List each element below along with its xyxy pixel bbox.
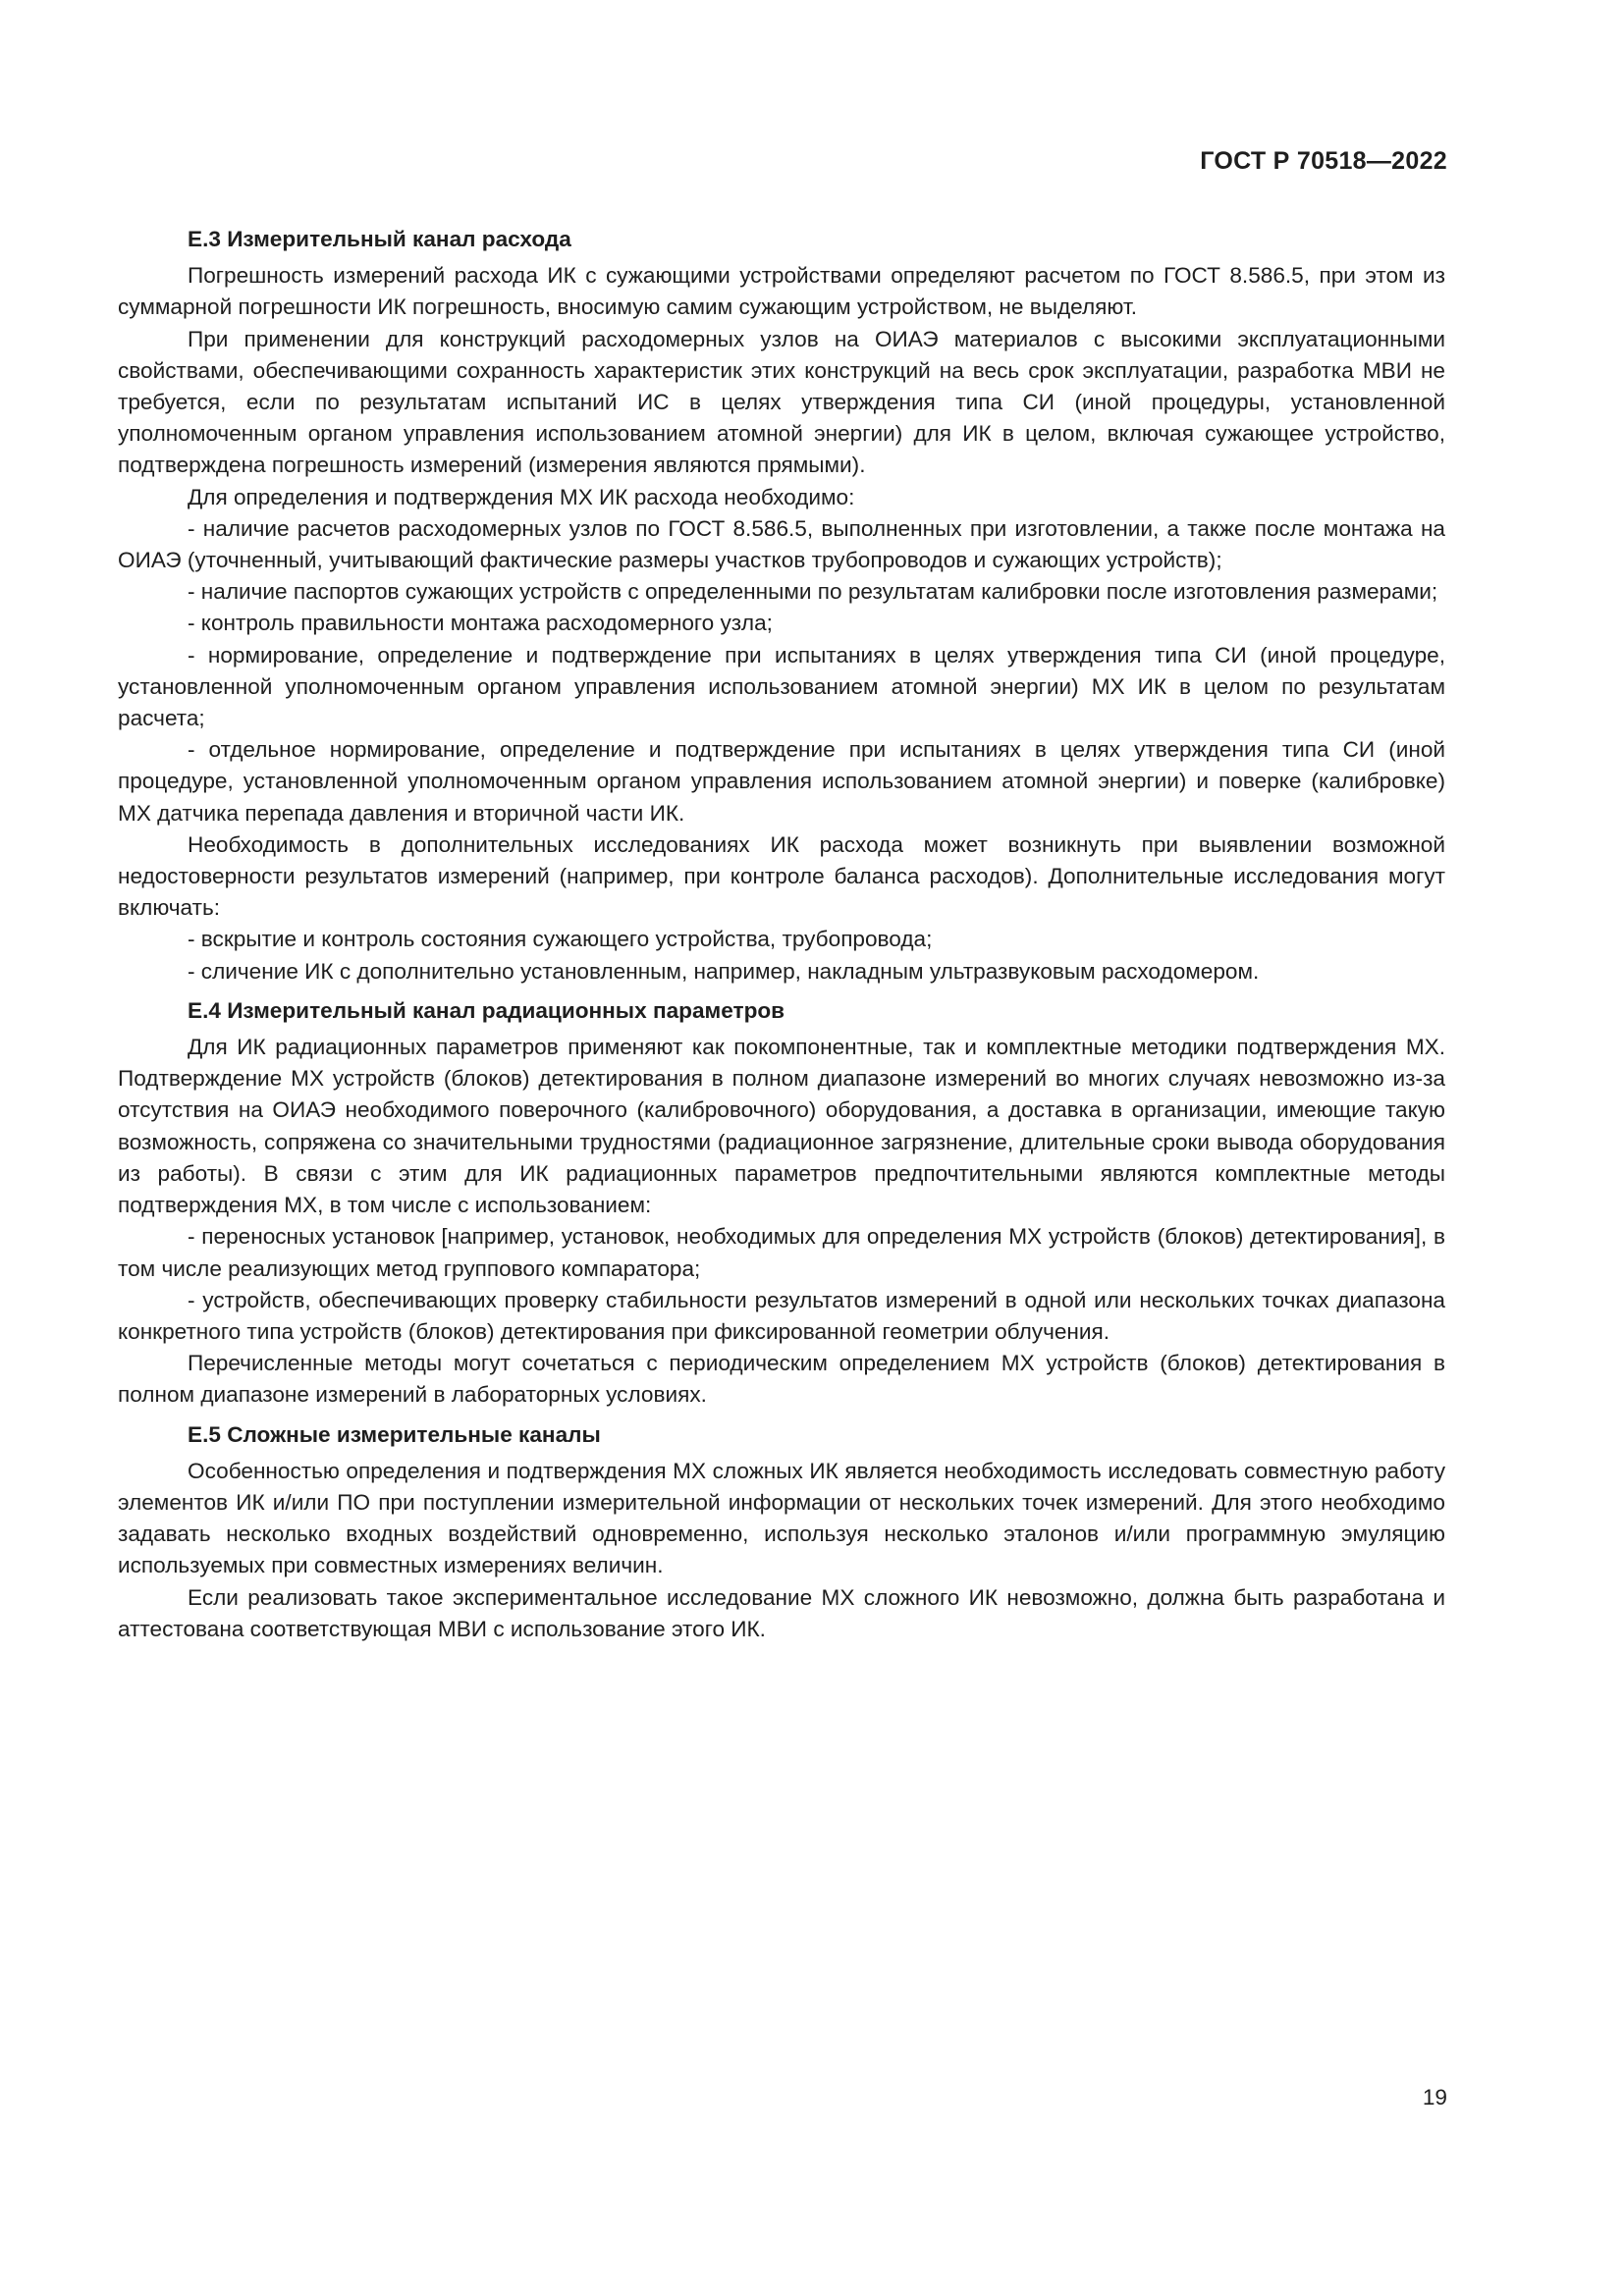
list-item: - устройств, обеспечивающих проверку стабильности результатов измерений в одной или нескольких точках диапазона конкретного типа устройств (блоков) детектирования при фиксированной геометрии облучения. [118, 1287, 1445, 1344]
paragraph: Для определения и подтверждения МХ ИК расхода необходимо: [188, 484, 855, 509]
list-item: - вскрытие и контроль состояния сужающего устройства, трубопровода; [188, 927, 933, 952]
paragraph: При применении для конструкций расходомерных узлов на ОИАЭ материалов с высокими эксплуатационными свойствами, обеспечивающими сохранность характеристик этих конструкций на весь срок эксплуатации, разработка МВИ не требуется, если по результатам испытаний ИС в целях утверждения типа СИ (иной процедуры, установленной уполномоченным органом управления использованием атомной энергии) для ИК в целом, включая сужающее устройство, подтверждена погрешность измерений (измерения являются прямыми). [118, 326, 1445, 478]
list-item: - наличие расчетов расходомерных узлов по ГОСТ 8.586.5, выполненных при изготовлении, а также после монтажа на ОИАЭ (уточненный, учитывающий фактические размеры участков трубопроводов и сужающих устройств); [118, 515, 1445, 573]
paragraph: Перечисленные методы могут сочетаться с периодическим определением МХ устройств (блоков) детектирования в полном диапазоне измерений в лабораторных условиях. [118, 1351, 1445, 1408]
list-item: - наличие паспортов сужающих устройств с определенными по результатам калибровки после изготовления размерами; [188, 579, 1438, 605]
paragraph: Если реализовать такое экспериментальное исследование МХ сложного ИК невозможно, должна быть разработана и аттестована соответствующая МВИ с использование этого ИК. [118, 1584, 1445, 1641]
paragraph: Для ИК радиационных параметров применяют как покомпонентные, так и комплектные методики подтверждения МХ. Подтверждение МХ устройств (блоков) детектирования в полном диапазоне измерений во многих случаях невозможно из-за отсутствия на ОИАЭ необходимого поверочного (калибровочного) оборудования, а доставка в организации, имеющие такую возможность, сопряжена со значительными трудностями (радиационное загрязнение, длительные сроки вывода оборудования из работы). В связи с этим для ИК радиационных параметров предпочтительными являются комплектные методы подтверждения МХ, в том числе с использованием: [118, 1035, 1445, 1218]
document-header: ГОСТ Р 70518—2022 [1200, 147, 1447, 175]
document-body [118, 224, 1445, 1645]
section-heading-e4: Е.4 Измерительный канал радиационных параметров [188, 997, 785, 1023]
section-heading-e3: Е.3 Измерительный канал расхода [188, 227, 571, 251]
list-item: - отдельное нормирование, определение и подтверждение при испытаниях в целях утверждения типа СИ (иной процедуре, установленной уполномоченным органом управления использованием атомной энергии) и поверке (калибровке) МХ датчика перепада давления и вторичной части ИК. [118, 737, 1445, 826]
list-item: - нормирование, определение и подтверждение при испытаниях в целях утверждения типа СИ (иной процедуре, установленной уполномоченным органом управления использованием атомной энергии) МХ ИК в целом по результатам расчета; [118, 642, 1445, 731]
paragraph: Необходимость в дополнительных исследованиях ИК расхода может возникнуть при выявлении возможной недостоверности результатов измерений (например, при контроле баланса расходов). Дополнительные исследования могут включать: [118, 831, 1445, 921]
section-heading-e5: Е.5 Сложные измерительные каналы [188, 1421, 601, 1447]
paragraph: Особенностью определения и подтверждения МХ сложных ИК является необходимость исследовать совместную работу элементов ИК и/или ПО при поступлении измерительной информации от нескольких точек измерений. Для этого необходимо задавать несколько входных воздействий одновременно, используя несколько эталонов и/или программную эмуляцию используемых при совместных измерениях величин. [118, 1458, 1445, 1578]
list-item: - контроль правильности монтажа расходомерного узла; [188, 611, 773, 636]
page-number: 19 [1422, 2085, 1447, 2109]
paragraph: Погрешность измерений расхода ИК с сужающими устройствами определяют расчетом по ГОСТ 8.586.5, при этом из суммарной погрешности ИК погрешность, вносимую самим сужающим устройством, не выделяют. [118, 263, 1445, 320]
list-item: - сличение ИК с дополнительно установленным, например, накладным ультразвуковым расходомером. [188, 958, 1260, 984]
list-item: - переносных установок [например, установок, необходимых для определения МХ устройств (блоков) детектирования], в том числе реализующих метод группового компаратора; [118, 1224, 1445, 1281]
